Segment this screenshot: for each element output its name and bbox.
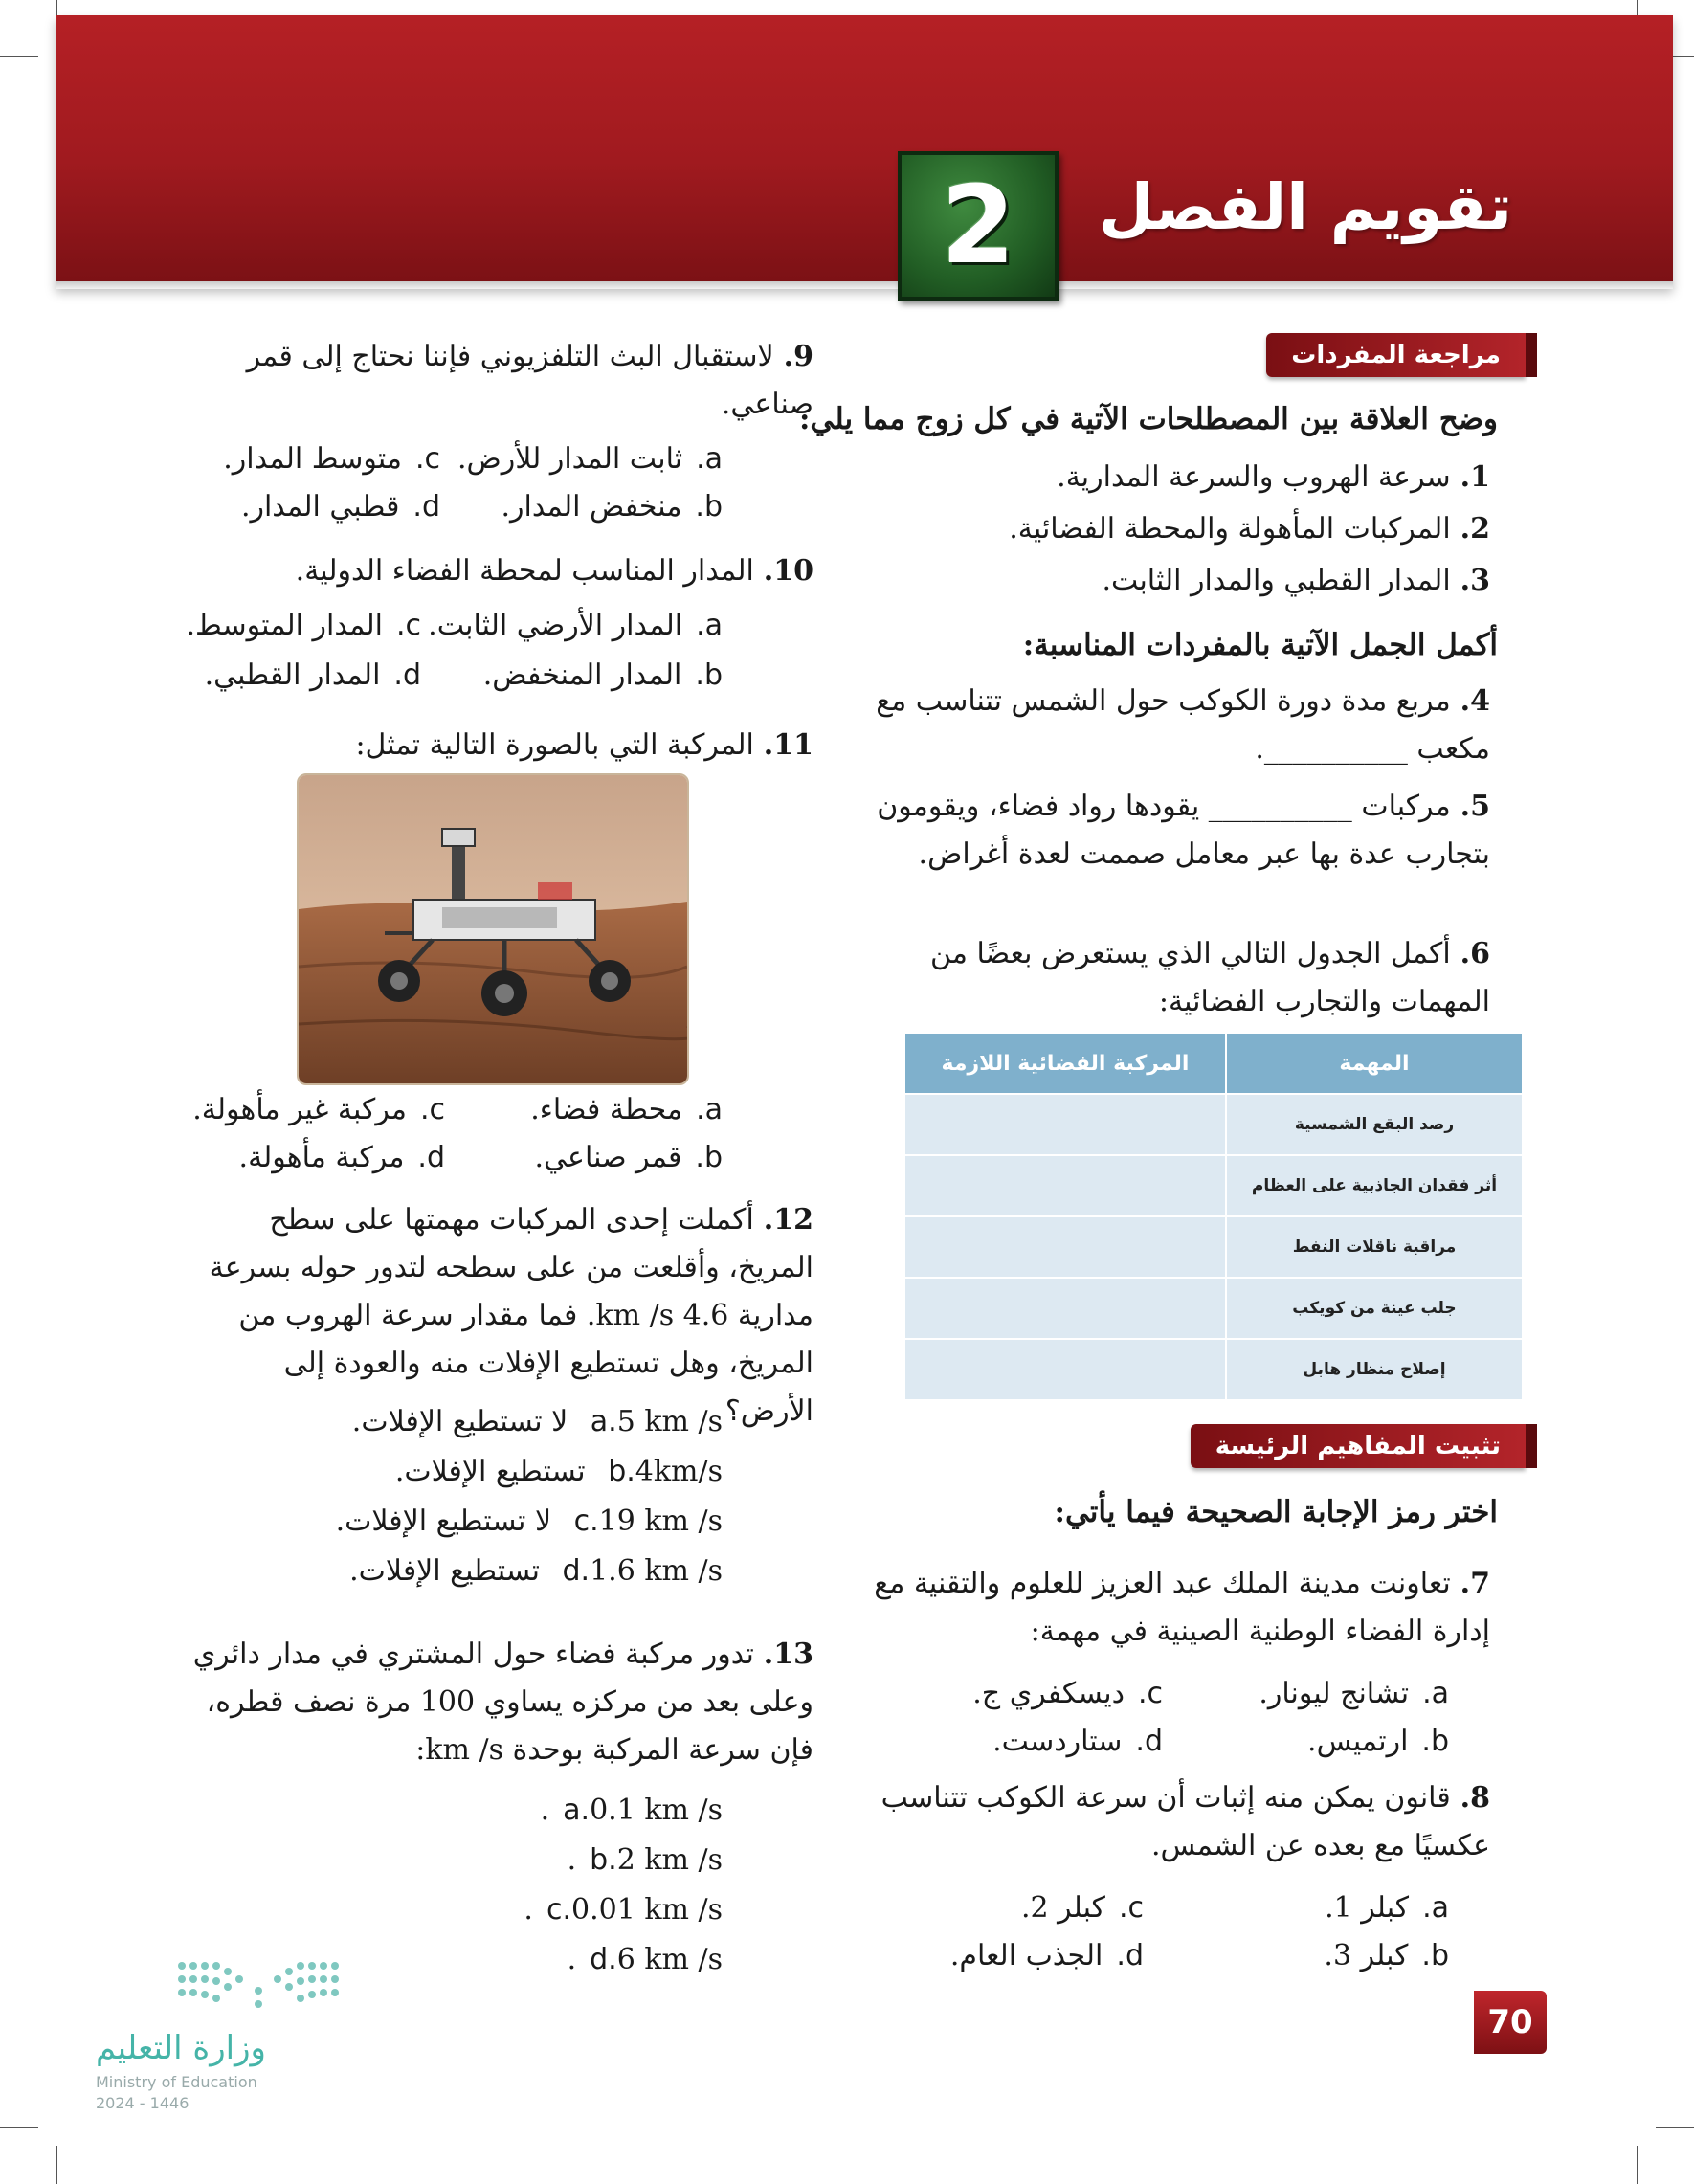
chapter-title: تقويم الفصل xyxy=(1098,170,1512,244)
concepts-tab-label: تثبيت المفاهيم الرئيسة xyxy=(1191,1424,1526,1468)
vocab-tab-label: مراجعة المفردات xyxy=(1266,333,1526,377)
question-7: 7.تعاونت مدينة الملك عبد العزيز للعلوم والتقنية مع إدارة الفضاء الوطنية الصينية في مهمة: xyxy=(874,1567,1490,1648)
question-1: 1.سرعة الهروب والسرعة المدارية. xyxy=(1057,460,1490,494)
question-8: 8.قانون يمكن منه إثبات أن سرعة الكوكب تتناسب عكسيًا مع بعده عن الشمس. xyxy=(880,1781,1490,1862)
missions-table xyxy=(903,1032,1524,1401)
question-2: 2.المركبات المأهولة والمحطة الفضائية. xyxy=(1009,512,1490,546)
table-row: رصد البقع الشمسية xyxy=(904,1094,1523,1155)
question-5: 5.مركبات __________ يقودها رواد فضاء، ويقومون بتجارب عدة بها عبر معامل صممت لعدة أغراض. xyxy=(877,790,1490,871)
q11-option-c[interactable]: c.مركبة غير مأهولة. xyxy=(192,1093,445,1126)
q7-option-d[interactable]: d.ستاردست. xyxy=(992,1725,1163,1758)
vocab-section-tab xyxy=(1266,333,1526,377)
question-13: 13.تدور مركبة فضاء حول المشتري في مدار دائري وعلى بعد من مركزه يساوي 100 مرة نصف قطره، فإن سرعة المركبة بوحدة km /s: xyxy=(192,1638,814,1767)
q9-option-b[interactable]: b.منخفض المدار. xyxy=(501,490,723,524)
table-cell-empty xyxy=(904,1155,1226,1216)
q13-option-d[interactable]: d.6 km /s. xyxy=(567,1943,723,1976)
question-11: 11.المركبة التي بالصورة التالية تمثل: xyxy=(355,728,814,762)
table-cell-empty xyxy=(904,1094,1226,1155)
table-cell-empty xyxy=(904,1278,1226,1339)
page-number: 70 xyxy=(1474,1991,1547,2054)
crop-mark xyxy=(0,56,38,57)
q10-option-d[interactable]: d.المدار القطبي. xyxy=(204,658,421,692)
table-row: أثر فقدان الجاذبية على العظام xyxy=(904,1155,1523,1216)
ministry-name-en: Ministry of Education xyxy=(96,2073,257,2091)
q8-option-c[interactable]: c.كبلر 2. xyxy=(1020,1891,1144,1925)
question-10: 10.المدار المناسب لمحطة الفضاء الدولية. xyxy=(295,554,814,588)
question-3: 3.المدار القطبي والمدار الثابت. xyxy=(1102,564,1490,597)
table-row: إصلاح منظار هابل xyxy=(904,1339,1523,1400)
q12-option-c[interactable]: c.19 km /s لا تستطيع الإفلات. xyxy=(335,1504,723,1538)
q8-option-d[interactable]: d.الجذب العام. xyxy=(949,1939,1144,1972)
edition-year: 2024 - 1446 xyxy=(96,2094,189,2112)
q9-option-c[interactable]: c.متوسط المدار. xyxy=(223,442,440,476)
q8-option-a[interactable]: a.كبلر 1. xyxy=(1325,1891,1449,1925)
chapter-banner xyxy=(56,15,1673,287)
q7-option-c[interactable]: c.ديسكفري ج. xyxy=(972,1677,1163,1710)
table-cell-empty xyxy=(904,1216,1226,1278)
concepts-section-tab xyxy=(1191,1424,1526,1468)
question-4: 4.مربع مدة دورة الكوكب حول الشمس تتناسب مع مكعب __________. xyxy=(876,684,1490,766)
crop-mark xyxy=(56,2146,57,2184)
q7-option-b[interactable]: b.ارتميس. xyxy=(1307,1725,1449,1758)
q11-option-b[interactable]: b.قمر صناعي. xyxy=(534,1141,723,1174)
vocab-instruction: وضح العلاقة بين المصطلحات الآتية في كل زوج مما يلي: xyxy=(798,402,1498,436)
q8-option-b[interactable]: b.كبلر 3. xyxy=(1324,1939,1449,1972)
table-row: مراقبة ناقلات النفط xyxy=(904,1216,1523,1278)
q13-option-b[interactable]: b.2 km /s. xyxy=(567,1843,723,1877)
rover-illustration xyxy=(299,775,687,1083)
q12-option-d[interactable]: d.1.6 km /s تستطيع الإفلات. xyxy=(349,1554,723,1588)
table-header-spacecraft: المركبة الفضائية اللازمة xyxy=(904,1033,1226,1094)
complete-instruction: أكمل الجمل الآتية بالمفردات المناسبة: xyxy=(1022,628,1498,662)
q13-option-c[interactable]: c.0.01 km /s. xyxy=(524,1893,723,1927)
question-9: 9.لاستقبال البث التلفزيوني فإننا نحتاج إلى قمر صناعي. xyxy=(246,340,814,421)
table-header-task: المهمة xyxy=(1226,1033,1523,1094)
q10-option-a[interactable]: a.المدار الأرضي الثابت. xyxy=(428,609,723,642)
table-row: جلب عينة من كويكب xyxy=(904,1278,1523,1339)
q10-option-c[interactable]: c.المدار المتوسط. xyxy=(186,609,421,642)
crop-mark xyxy=(1656,2127,1694,2128)
choose-instruction: اختر رمز الإجابة الصحيحة فيما يأتي: xyxy=(1054,1495,1498,1529)
q13-option-a[interactable]: a.0.1 km /s. xyxy=(540,1794,723,1827)
q12-option-b[interactable]: b.4km/s تستطيع الإفلات. xyxy=(394,1455,723,1488)
banner-shadow xyxy=(56,281,1673,289)
q9-option-d[interactable]: d.قطبي المدار. xyxy=(240,490,440,524)
ministry-logo-icon xyxy=(172,1952,345,2016)
table-cell-empty xyxy=(904,1339,1226,1400)
q11-option-d[interactable]: d.مركبة مأهولة. xyxy=(238,1141,445,1174)
crop-mark xyxy=(0,2127,38,2128)
q10-option-b[interactable]: b.المدار المنخفض. xyxy=(482,658,723,692)
chapter-number-badge xyxy=(898,151,1059,301)
question-12: 12.أكملت إحدى المركبات مهمتها على سطح المريخ، وأقلعت من على سطحه لتدور حوله بسرعة مدارية 4.6 km /s. فما مقدار سرعة الهروب من المريخ، وهل تستطيع الإفلات منه والعودة إلى الأرض؟ xyxy=(209,1203,814,1428)
table-header-row xyxy=(904,1033,1523,1094)
question-6: 6.أكمل الجدول التالي الذي يستعرض بعضًا من المهمات والتجارب الفضائية: xyxy=(930,937,1490,1018)
mars-rover-image xyxy=(297,773,689,1085)
crop-mark xyxy=(1637,2146,1638,2184)
ministry-name-ar: وزارة التعليم xyxy=(96,2029,266,2067)
q7-option-a[interactable]: a.تشانج ليونار. xyxy=(1259,1677,1449,1710)
vocab-list xyxy=(801,454,1490,605)
q12-option-a[interactable]: a.5 km /s لا تستطيع الإفلات. xyxy=(351,1405,723,1438)
chapter-number: 2 xyxy=(941,164,1015,288)
q9-option-a[interactable]: a.ثابت المدار للأرض. xyxy=(457,442,723,476)
q11-option-a[interactable]: a.محطة فضاء. xyxy=(530,1093,723,1126)
